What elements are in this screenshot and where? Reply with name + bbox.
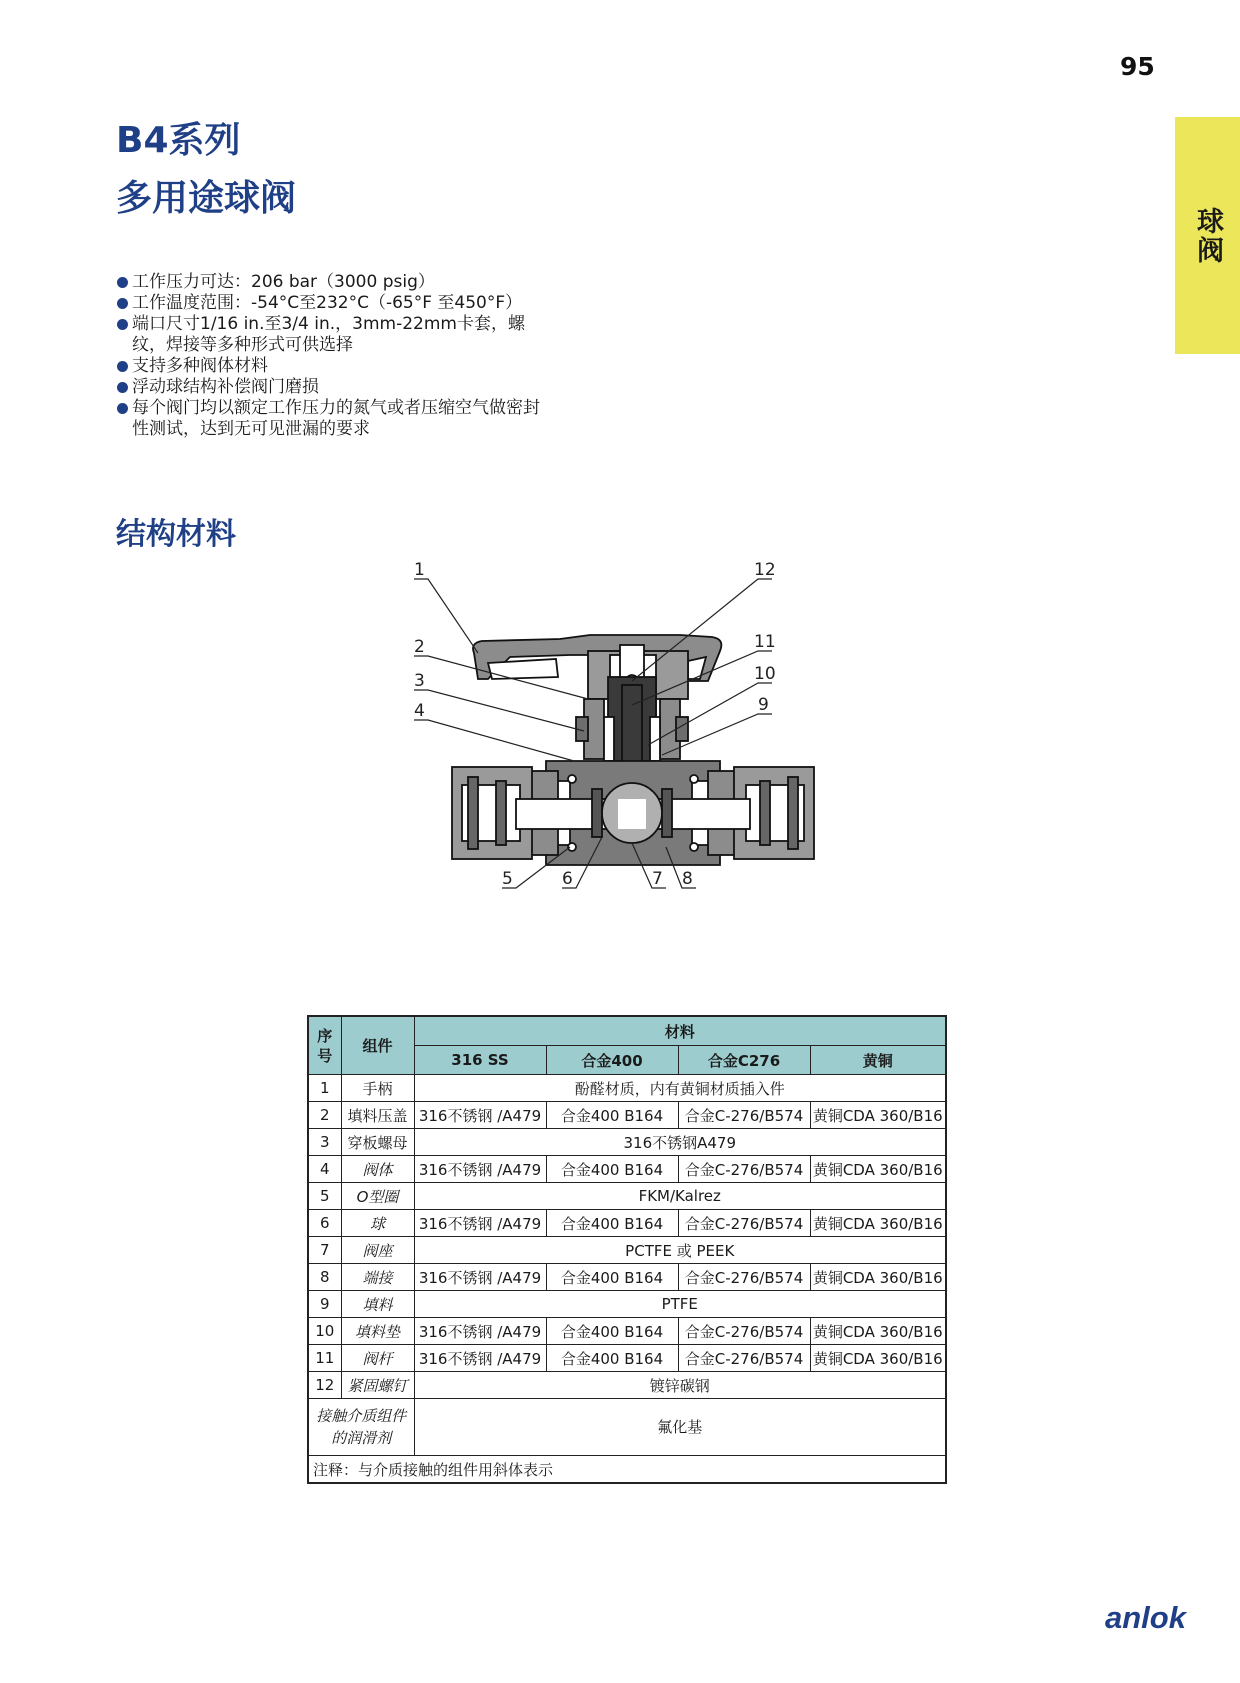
table-note: 注释：与介质接触的组件用斜体表示: [308, 1456, 946, 1484]
materials-table: [307, 1015, 947, 1484]
header-grade-c276: 合金C276: [678, 1046, 810, 1075]
ball-valve-cross-section-diagram: [414, 560, 840, 955]
row-component: 填料压盖: [341, 1102, 414, 1129]
row-component: 穿板螺母: [341, 1129, 414, 1156]
table-row: [308, 1156, 946, 1183]
row-index: 5: [308, 1183, 341, 1210]
table-row: [308, 1318, 946, 1345]
row-material-cell: 合金C-276/B574: [678, 1210, 810, 1237]
table-row: [308, 1345, 946, 1372]
row-index: 10: [308, 1318, 341, 1345]
section-title: 结构材料: [116, 517, 236, 552]
row-material-all-grades: PTFE: [414, 1291, 946, 1318]
row-material-cell: 合金400 B164: [546, 1156, 678, 1183]
callout-6: 6: [562, 869, 573, 889]
callout-4: 4: [414, 701, 425, 721]
feature-item: 工作压力可达：206 bar（3000 psig）: [116, 272, 556, 293]
table-row: [308, 1183, 946, 1210]
row-material-all-grades: 316不锈钢A479: [414, 1129, 946, 1156]
callout-1: 1: [414, 560, 425, 580]
row-component: 球: [341, 1210, 414, 1237]
bullet-icon: [117, 277, 128, 288]
row-material-all-grades: PCTFE 或 PEEK: [414, 1237, 946, 1264]
bullet-icon: [117, 319, 128, 330]
series-title: B4系列: [116, 120, 241, 161]
feature-item: 每个阀门均以额定工作压力的氮气或者压缩空气做密封性测试，达到无可见泄漏的要求: [116, 398, 556, 440]
callout-11: 11: [754, 632, 776, 652]
row-material-cell: 黄铜CDA 360/B16: [810, 1156, 946, 1183]
row-material-cell: 316不锈钢 /A479: [414, 1264, 546, 1291]
row-index: 6: [308, 1210, 341, 1237]
feature-item: 工作温度范围：-54°C至232°C（-65°F 至450°F）: [116, 293, 556, 314]
row-component: 填料垫: [341, 1318, 414, 1345]
table-row-note: [308, 1456, 946, 1484]
row-index: 11: [308, 1345, 341, 1372]
table-row-lubricant: [308, 1399, 946, 1456]
feature-list: [116, 272, 556, 440]
row-material-cell: 316不锈钢 /A479: [414, 1345, 546, 1372]
table-row: [308, 1210, 946, 1237]
table-row: [308, 1372, 946, 1399]
table-row: [308, 1237, 946, 1264]
row-index: 4: [308, 1156, 341, 1183]
bullet-icon: [117, 403, 128, 414]
row-material-cell: 合金400 B164: [546, 1318, 678, 1345]
row-material-cell: 合金C-276/B574: [678, 1318, 810, 1345]
row-component: 端接: [341, 1264, 414, 1291]
callout-7: 7: [652, 869, 663, 889]
brand-logo: anlok: [1105, 1600, 1186, 1635]
callout-8: 8: [682, 869, 693, 889]
row-material-cell: 黄铜CDA 360/B16: [810, 1210, 946, 1237]
row-material-cell: 316不锈钢 /A479: [414, 1156, 546, 1183]
bullet-icon: [117, 298, 128, 309]
row-index: 12: [308, 1372, 341, 1399]
row-component: 紧固螺钉: [341, 1372, 414, 1399]
feature-item: 端口尺寸1/16 in.至3/4 in.，3mm-22mm卡套，螺纹，焊接等多种形式可供选择: [116, 314, 556, 356]
row-material-all-grades: FKM/Kalrez: [414, 1183, 946, 1210]
header-grade-alloy400: 合金400: [546, 1046, 678, 1075]
row-material-cell: 合金C-276/B574: [678, 1102, 810, 1129]
feature-item: 浮动球结构补偿阀门磨损: [116, 377, 556, 398]
callout-10: 10: [754, 664, 776, 684]
row-component: 填料: [341, 1291, 414, 1318]
row-index: 2: [308, 1102, 341, 1129]
row-material-cell: 黄铜CDA 360/B16: [810, 1102, 946, 1129]
lubricant-value: 氟化基: [414, 1399, 946, 1456]
row-material-all-grades: 镀锌碳钢: [414, 1372, 946, 1399]
row-index: 1: [308, 1075, 341, 1102]
bullet-icon: [117, 361, 128, 372]
callout-2: 2: [414, 637, 425, 657]
bullet-icon: [117, 382, 128, 393]
row-component: 阀体: [341, 1156, 414, 1183]
table-row: [308, 1102, 946, 1129]
row-material-cell: 黄铜CDA 360/B16: [810, 1318, 946, 1345]
row-material-cell: 黄铜CDA 360/B16: [810, 1345, 946, 1372]
header-component: 组件: [341, 1016, 414, 1075]
row-index: 8: [308, 1264, 341, 1291]
header-index: 序号: [308, 1016, 341, 1075]
callout-3: 3: [414, 671, 425, 691]
callout-12: 12: [754, 560, 776, 580]
header-grade-316ss: 316 SS: [414, 1046, 546, 1075]
product-title: 多用途球阀: [116, 178, 297, 219]
row-material-cell: 316不锈钢 /A479: [414, 1102, 546, 1129]
row-index: 9: [308, 1291, 341, 1318]
row-material-cell: 黄铜CDA 360/B16: [810, 1264, 946, 1291]
header-material: 材料: [414, 1016, 946, 1046]
row-material-cell: 合金C-276/B574: [678, 1345, 810, 1372]
table-header-row: [308, 1016, 946, 1046]
table-row: [308, 1075, 946, 1102]
row-component: 手柄: [341, 1075, 414, 1102]
row-material-cell: 合金C-276/B574: [678, 1264, 810, 1291]
row-material-cell: 316不锈钢 /A479: [414, 1318, 546, 1345]
row-material-cell: 合金400 B164: [546, 1102, 678, 1129]
table-row: [308, 1291, 946, 1318]
row-material-cell: 合金400 B164: [546, 1264, 678, 1291]
materials-table-body: [308, 1075, 946, 1399]
side-tab: [1175, 117, 1240, 354]
row-index: 3: [308, 1129, 341, 1156]
row-index: 7: [308, 1237, 341, 1264]
row-material-cell: 合金C-276/B574: [678, 1156, 810, 1183]
page-number: 95: [1120, 52, 1155, 81]
table-row: [308, 1129, 946, 1156]
row-material-cell: 合金400 B164: [546, 1210, 678, 1237]
side-tab-label: 球阀: [1192, 206, 1223, 265]
row-material-cell: 316不锈钢 /A479: [414, 1210, 546, 1237]
feature-item: 支持多种阀体材料: [116, 356, 556, 377]
lubricant-label: 接触介质组件的润滑剂: [308, 1399, 414, 1456]
callout-5: 5: [502, 869, 513, 889]
row-material-all-grades: 酚醛材质，内有黄铜材质插入件: [414, 1075, 946, 1102]
row-component: O型圈: [341, 1183, 414, 1210]
row-material-cell: 合金400 B164: [546, 1345, 678, 1372]
header-grade-brass: 黄铜: [810, 1046, 946, 1075]
callout-9: 9: [758, 695, 769, 715]
row-component: 阀座: [341, 1237, 414, 1264]
row-component: 阀杆: [341, 1345, 414, 1372]
table-row: [308, 1264, 946, 1291]
